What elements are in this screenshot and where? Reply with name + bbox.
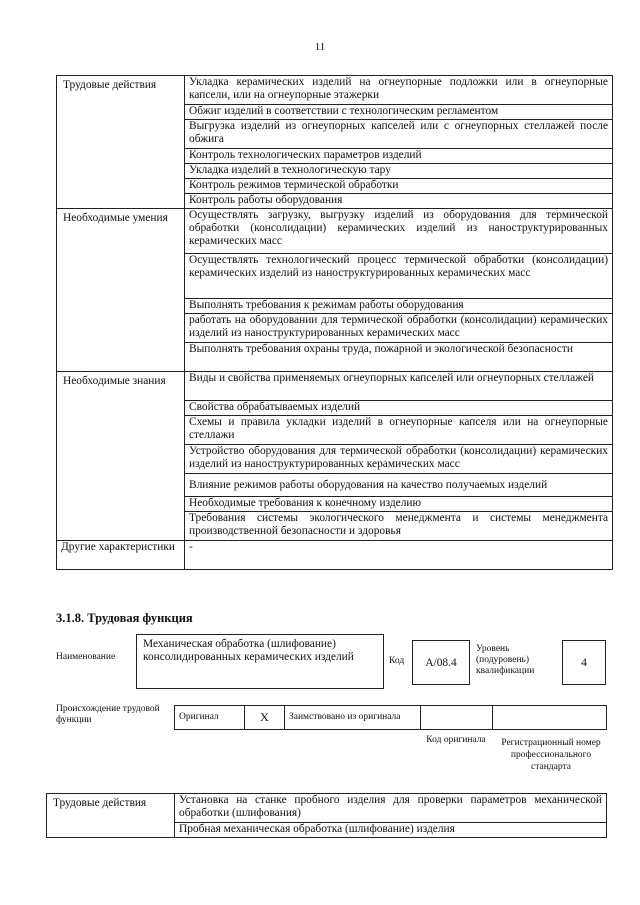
original-label: Оригинал [175,706,245,730]
main-table [56,75,613,570]
labor-action-item: Установка на станке пробного изделия для проверки параметров механической обработки (шлифования) [175,794,607,823]
original-code-cell [421,706,493,730]
origin-label: Происхождение трудовой функции [56,704,160,725]
knowledge-item: Устройство оборудования для термической обработки (консолидации) керамических изделий из наноструктурированных керамических масс [185,445,613,474]
knowledge-label: Необходимые знания [57,372,185,541]
knowledge-item: Влияние режимов работы оборудования на качество получаемых изделий [185,474,613,497]
function-code-box: А/08.4 [412,640,470,685]
code-label: Код [389,656,405,666]
skill-item: Выполнять требования к режимам работы оборудования [185,299,613,314]
labor-actions-label: Трудовые действия [57,76,185,209]
borrowed-label: Заимствовано из оригинала [285,706,421,730]
knowledge-item: Необходимые требования к конечному изделию [185,497,613,512]
code-original-caption: Код оригинала [426,735,486,745]
labor-action-item: Укладка изделий в технологическую тару [185,164,613,179]
skills-label: Необходимые умения [57,209,185,372]
other-characteristics-label: Другие характеристики [57,541,185,570]
section-title: 3.1.8. Трудовая функция [56,611,193,625]
knowledge-item: Требования системы экологического менеджмента и системы менеджмента производственной безопасности и здоровья [185,512,613,541]
labor-action-item: Обжиг изделий в соответствии с технологическим регламентом [185,105,613,120]
level-label: Уровень (подуровень) квалификации [476,644,535,676]
labor-action-item: Укладка керамических изделий на огнеупорные подложки или в огнеупорные капсели, или на огнеупорные этажерки [185,76,613,105]
function-name-box: Механическая обработка (шлифование) консолидированных керамических изделий [136,634,384,689]
labor-actions-label: Трудовые действия [47,794,175,838]
registration-number-caption: Регистрационный номер профессионального стандарта [501,738,601,772]
labor-action-item: Контроль режимов термической обработки [185,179,613,194]
bottom-table [46,793,607,838]
knowledge-item: Схемы и правила укладки изделий в огнеупорные капселя или на огнеупорные стеллажи [185,416,613,445]
skill-item: Осуществлять технологический процесс термической обработки (консолидации) керамических изделий из наноструктурированных керамических масс [185,254,613,299]
labor-action-item: Контроль технологических параметров изделий [185,149,613,164]
registration-number-cell [493,706,607,730]
labor-action-item: Контроль работы оборудования [185,194,613,209]
qualification-level-box: 4 [562,640,606,685]
skill-item: Осуществлять загрузку, выгрузку изделий из оборудования для термической обработки (консолидации) керамических изделий из наноструктурированных керамических масс [185,209,613,254]
page-number: 11 [314,41,326,53]
knowledge-item: Виды и свойства применяемых огнеупорных капселей или огнеупорных стеллажей [185,372,613,401]
other-characteristics-value: - [185,541,613,570]
labor-action-item: Выгрузка изделий из огнеупорных капселей или с огнеупорных стеллажей после обжига [185,120,613,149]
name-label: Наименование [56,652,116,662]
skill-item: работать на оборудовании для термической обработки (консолидации) керамических изделий из наноструктурированных керамических масс [185,314,613,343]
labor-action-item: Пробная механическая обработка (шлифование) изделия [175,823,607,838]
original-mark: X [245,706,285,730]
knowledge-item: Свойства обрабатываемых изделий [185,401,613,416]
origin-table [174,705,607,730]
skill-item: Выполнять требования охраны труда, пожарной и экологической безопасности [185,343,613,372]
